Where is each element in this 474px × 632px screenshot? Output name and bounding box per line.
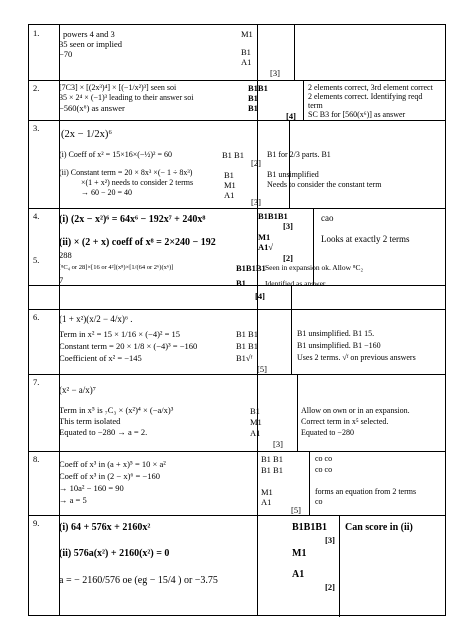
mark: B1 B1: [261, 454, 283, 464]
note: B1 unsimplified. B1 −160: [297, 341, 381, 350]
answer-line: 288: [59, 250, 72, 260]
answer-line: (i) Coeff of x² = 15×16×(−½)² = 60: [59, 150, 172, 159]
note: B1 for 2/3 parts. B1: [267, 150, 331, 159]
mark-total: [3]: [283, 221, 293, 231]
marks-divider: [303, 80, 304, 120]
row-divider: [29, 120, 445, 121]
note: Seen in expansion ok. Allow ⁸C₂: [265, 263, 364, 272]
note: co co: [315, 465, 333, 474]
answer-line: [7C3] × [(2x³)⁴] × [(−1/x²)³] seen soi: [59, 83, 177, 92]
question-number: 2.: [33, 83, 40, 93]
mark-total: [3]: [325, 535, 335, 545]
mark: B1: [236, 278, 246, 288]
note: B1 unsimplified. B1 15.: [297, 329, 375, 338]
note: Uses 2 terms. √ᶠ on previous answers: [297, 353, 416, 362]
mark: A1: [241, 57, 252, 67]
answer-line: → a = 5: [59, 495, 87, 505]
row-divider: [29, 451, 445, 452]
mark-total: [2]: [325, 582, 335, 592]
expression: (2x − 1/2x)⁶: [61, 129, 112, 140]
question-number: 1.: [33, 28, 40, 38]
question-number: 8.: [33, 454, 40, 464]
mark: M1: [241, 29, 253, 39]
answer-line: (ii) Constant term = 20 × 8x³ ×(− 1 ÷ 8x³): [59, 168, 193, 177]
note: SC B3 for [560(x⁶)] as answer: [308, 110, 406, 119]
note: Equated to −280: [301, 428, 354, 437]
answer-line: Coeff of x³ in (a + x)⁵ = 10 × a²: [59, 459, 166, 469]
question-number: 3.: [33, 123, 40, 133]
answer-line: → 10a² − 160 = 90: [59, 483, 124, 493]
note: forms an equation from 2 terms: [315, 487, 417, 496]
mark-total: [2]: [283, 253, 293, 263]
mark-total: [4]: [255, 291, 265, 301]
question-number: 6.: [33, 312, 40, 322]
mark-total: [5]: [291, 505, 301, 515]
mark-total: [3]: [270, 68, 280, 78]
note: Can score in (ii): [345, 522, 413, 533]
mark: M1: [258, 232, 271, 242]
mark-scheme-table: [28, 24, 446, 616]
answer-line: a = − 2160/576 oe (eg − 15/4 ) or −3.75: [59, 575, 218, 586]
answer-line: −560(x⁶) as answer: [59, 103, 125, 113]
answer-line: 7: [59, 275, 64, 285]
mark: B1 B1: [236, 341, 258, 351]
answer-line: → 60 − 20 = 40: [81, 188, 133, 197]
row-divider: [29, 374, 445, 375]
answer-line: (i) 64 + 576x + 2160x²: [59, 522, 151, 533]
expansion: (i) (2x − x²)⁶ = 64x⁶ − 192x⁷ + 240x⁸: [59, 214, 206, 225]
row-divider: [29, 208, 445, 209]
mark: B1: [241, 47, 251, 57]
note: Identified as answer: [265, 279, 326, 288]
answer-line: 35 seen or implied: [59, 39, 123, 49]
mark-total: [3]: [273, 439, 283, 449]
mark: M1: [250, 417, 262, 427]
coefficient-line: (ii) × (2 + x) coeff of x⁸ = 2×240 − 192: [59, 237, 216, 248]
answer-line: 35 × 2⁴ × (−1)³ leading to their answer soi: [59, 93, 194, 102]
mark: B1√ᶠ: [236, 353, 253, 363]
answer-line: Constant term = 20 × 1/8 × (−4)³ = −160: [59, 341, 198, 351]
answer-line: [⁸C₄ or 28]×[16 or 4²](x⁸)×[1/(64 or 2⁶)(x⁶)]: [59, 264, 174, 271]
mark: M1: [224, 180, 236, 190]
expression: (x² − a/x)⁷: [59, 385, 96, 395]
answer-line: Term in x² = 15 × 1/16 × (−4)² = 15: [59, 329, 181, 339]
mark: A1: [261, 497, 272, 507]
note: co co: [315, 454, 333, 463]
mark-total: [2]: [251, 158, 261, 168]
mark: A1√: [258, 242, 274, 252]
mark: B1 B1: [236, 329, 258, 339]
answer-line: ×(1 + x²) needs to consider 2 terms: [81, 178, 194, 187]
marks-divider: [339, 515, 340, 617]
answer-line: powers 4 and 3: [63, 29, 115, 39]
mark-total: [5]: [257, 364, 267, 374]
row-divider: [29, 515, 445, 516]
mark: M1: [292, 548, 307, 559]
mark: B1: [248, 93, 258, 103]
question-number: 9.: [33, 518, 40, 528]
mark: B1 B1: [261, 465, 283, 475]
question-number: 4.: [33, 211, 40, 221]
note: co: [315, 497, 323, 506]
note: Correct term in x⁵ selected.: [301, 417, 389, 426]
answer-line: This term isolated: [59, 416, 121, 426]
note: B1 unsimplified: [267, 170, 319, 179]
answer-line: Coefficient of x² = −145: [59, 353, 142, 363]
mark: B1: [250, 406, 260, 416]
mark: B1: [248, 103, 258, 113]
answer-line: Term in x⁵ is ₇C₃ × (x²)⁴ × (−a/x)³: [59, 405, 174, 415]
column-divider: [257, 25, 258, 615]
mark: B1 B1: [222, 150, 244, 160]
row-divider: [29, 309, 445, 310]
marks-divider: [294, 25, 295, 80]
note: term: [308, 101, 323, 110]
mark: A1: [224, 190, 235, 200]
mark: M1: [261, 487, 273, 497]
question-number: 7.: [33, 377, 40, 387]
marks-divider: [297, 374, 298, 451]
mark: A1: [292, 569, 305, 580]
mark: B1: [224, 170, 234, 180]
mark: B1B1B1: [258, 211, 288, 221]
answer-line: Coeff of x³ in (2 − x)⁶ = −160: [59, 471, 160, 481]
note: Needs to consider the constant term: [267, 180, 382, 189]
mark: A1: [250, 428, 261, 438]
marks-divider: [309, 451, 310, 515]
answer-line: −70: [59, 49, 73, 59]
mark: B1B1B1: [292, 522, 328, 533]
answer-line: Equated to −280 → a = 2.: [59, 427, 148, 437]
question-number: 5.: [33, 255, 40, 265]
mark-total: [4]: [286, 111, 296, 121]
note: Allow on own or in an expansion.: [301, 406, 410, 415]
row-divider: [29, 80, 445, 81]
note: 2 elements correct. Identifying reqd: [308, 92, 423, 101]
expression: (1 + x²)(x/2 − 4/x)⁶ .: [59, 314, 133, 324]
note: Looks at exactly 2 terms: [321, 234, 410, 244]
mark: B1B1: [248, 83, 268, 93]
mark: B1B1B1: [236, 263, 266, 273]
marks-divider: [289, 120, 290, 208]
note: 2 elements correct, 3rd element correct: [308, 83, 433, 92]
mark-total: [3]: [251, 197, 261, 207]
marks-divider: [291, 309, 292, 374]
marks-divider: [313, 208, 314, 285]
answer-line: (ii) 576a(x²) + 2160(x²) = 0: [59, 548, 170, 559]
note: cao: [321, 213, 334, 223]
